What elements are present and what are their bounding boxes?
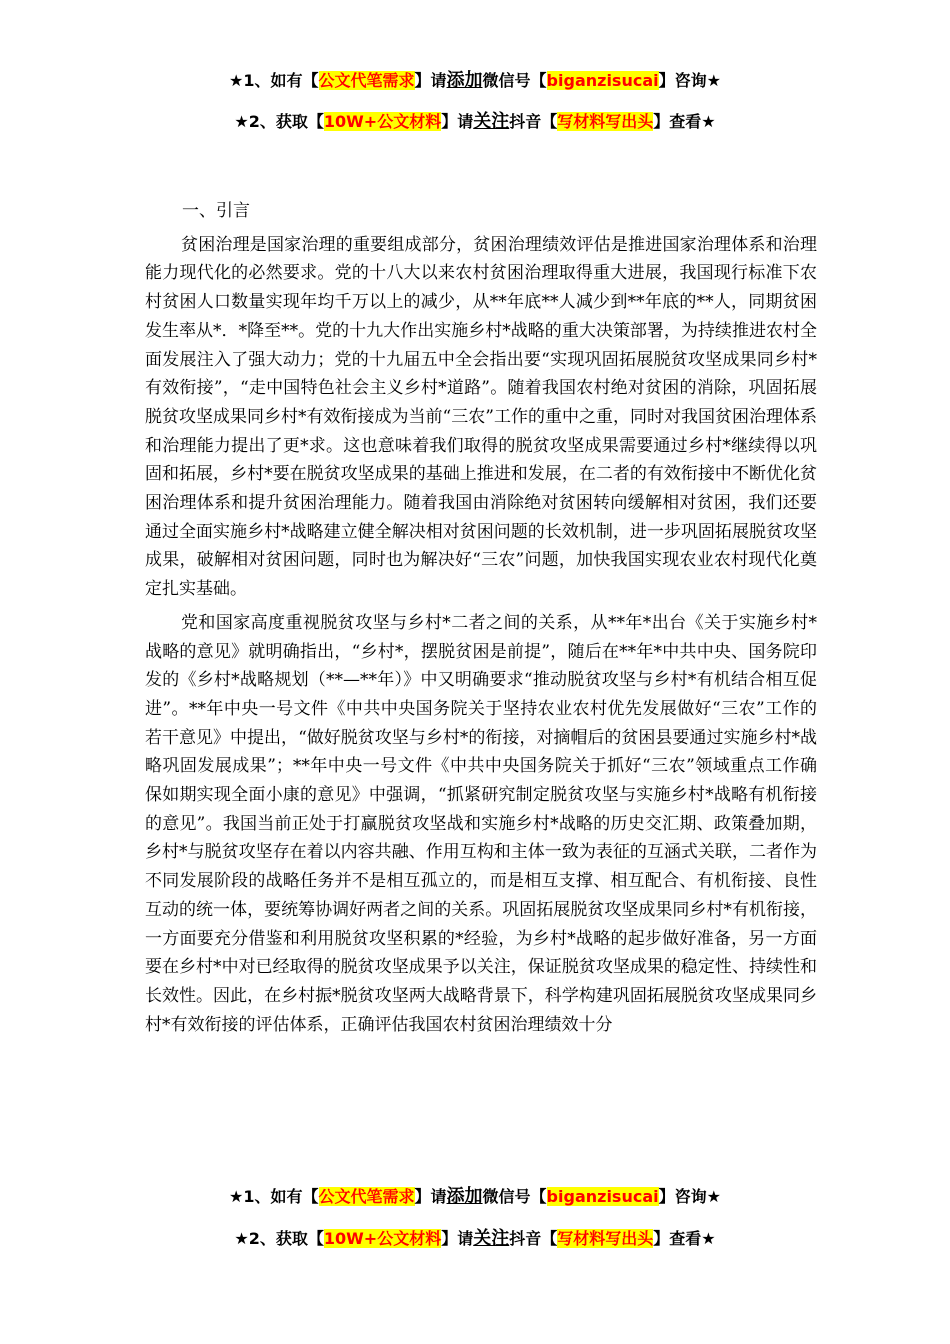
- underlined-text: 添加: [446, 70, 483, 91]
- star-icon: ★: [234, 1229, 249, 1248]
- star-icon: ★: [701, 1229, 716, 1248]
- promo-text: 】查看: [653, 1229, 702, 1248]
- star-icon: ★: [706, 71, 721, 90]
- promo-text: 】咨询: [658, 1187, 707, 1206]
- promo-text: 】请: [441, 112, 474, 131]
- highlight-text: 公文代笔需求: [318, 1187, 415, 1206]
- article-body: [145, 197, 817, 1039]
- promo-text: 微信号【: [482, 1187, 547, 1206]
- highlight-text: 公文代笔需求: [318, 71, 415, 90]
- promo-banner-bottom-line1: [0, 1185, 950, 1209]
- section-heading: 一、引言: [182, 201, 250, 221]
- paragraph-1: 贫困治理是国家治理的重要组成部分，贫困治理绩效评估是推进国家治理体系和治理能力现代化的必然要求。党的十八大以来农村贫困治理取得重大进展，我国现行标准下农村贫困人口数量实现年均千万以上的减少，从**年底**人减少到**年底的**人，同期贫困发生率从*．*降至**。党的十九大作出实施乡村*战略的重大决策部署，为持续推进农村全面发展注入了强大动力；党的十九届五中全会指出要“实现巩固拓展脱贫攻坚成果同乡村*有效衔接”，“走中国特色社会主义乡村*道路”。随着我国农村绝对贫困的消除，巩固拓展脱贫攻坚成果同乡村*有效衔接成为当前“三农”工作的重中之重，同时对我国贫困治理体系和治理能力提出了更*求。这也意味着我们取得的脱贫攻坚成果需要通过乡村*继续得以巩固和拓展，乡村*要在脱贫攻坚成果的基础上推进和发展，在二者的有效衔接中不断优化贫困治理体系和提升贫困治理能力。随着我国由消除绝对贫困转向缓解相对贫困，我们还要通过全面实施乡村*战略建立健全解决相对贫困问题的长效机制，进一步巩固拓展脱贫攻坚成果，破解相对贫困问题，同时也为解决好“三农”问题，加快我国实现农业农村现代化奠定扎实基础。: [145, 234, 817, 600]
- promo-text: 】咨询: [658, 71, 707, 90]
- star-icon: ★: [234, 112, 249, 131]
- promo-text: 抖音【: [509, 1229, 558, 1248]
- highlight-text: 10W+公文材料: [323, 1229, 442, 1248]
- star-icon: ★: [229, 71, 244, 90]
- paragraph-2: 党和国家高度重视脱贫攻坚与乡村*二者之间的关系，从**年*出台《关于实施乡村*战略的意见》就明确指出，“乡村*，摆脱贫困是前提”，随后在**年*中共中央、国务院印发的《乡村*战略规划（**—**年）》中又明确要求“推动脱贫攻坚与乡村*有机结合相互促进”。**年中央一号文件《中共中央国务院关于坚持农业农村优先发展做好“三农”工作的若干意见》中提出，“做好脱贫攻坚与乡村*的衔接，对摘帽后的贫困县要通过实施乡村*战略巩固发展成果”；**年中央一号文件《中共中央国务院关于抓好“三农”领域重点工作确保如期实现全面小康的意见》中强调，“抓紧研究制定脱贫攻坚与实施乡村*战略有机衔接的意见”。我国当前正处于打赢脱贫攻坚战和实施乡村*战略的历史交汇期、政策叠加期，乡村*与脱贫攻坚存在着以内容共融、作用互构和主体一致为表征的互涵式关联，二者作为不同发展阶段的战略任务并不是相互孤立的，而是相互支撑、相互配合、有机衔接、良性互动的统一体，要统筹协调好两者之间的关系。巩固拓展脱贫攻坚成果同乡村*有机衔接，一方面要充分借鉴和利用脱贫攻坚积累的*经验，为乡村*战略的起步做好准备，另一方面要在乡村*中对已经取得的脱贫攻坚成果予以关注，保证脱贫攻坚成果的稳定性、持续性和长效性。因此，在乡村振*脱贫攻坚两大战略背景下，科学构建巩固拓展脱贫攻坚成果同乡村*有效衔接的评估体系，正确评估我国农村贫困治理绩效十分: [145, 612, 817, 1035]
- promo-text: 】查看: [653, 112, 702, 131]
- promo-text: 2、获取【: [248, 1229, 324, 1248]
- promo-banner-bottom-line2: [0, 1227, 950, 1251]
- wechat-id-highlight: biganzisucai: [546, 71, 659, 90]
- promo-banner-top-line2: [0, 110, 950, 134]
- promo-text: 】请: [414, 1187, 447, 1206]
- underlined-text: 添加: [446, 1186, 483, 1207]
- underlined-text: 关注: [473, 1228, 510, 1249]
- star-icon: ★: [701, 112, 716, 131]
- promo-text: 1、如有【: [243, 71, 319, 90]
- underlined-text: 关注: [473, 111, 510, 132]
- promo-text: 抖音【: [509, 112, 558, 131]
- promo-banner-top-line1: [0, 69, 950, 93]
- highlight-text: 10W+公文材料: [323, 112, 442, 131]
- star-icon: ★: [706, 1187, 721, 1206]
- promo-text: 1、如有【: [243, 1187, 319, 1206]
- promo-text: 2、获取【: [248, 112, 324, 131]
- wechat-id-highlight: biganzisucai: [546, 1187, 659, 1206]
- promo-text: 】请: [414, 71, 447, 90]
- star-icon: ★: [229, 1187, 244, 1206]
- douyin-id-highlight: 写材料写出头: [557, 1229, 654, 1248]
- douyin-id-highlight: 写材料写出头: [557, 112, 654, 131]
- promo-text: 微信号【: [482, 71, 547, 90]
- promo-text: 】请: [441, 1229, 474, 1248]
